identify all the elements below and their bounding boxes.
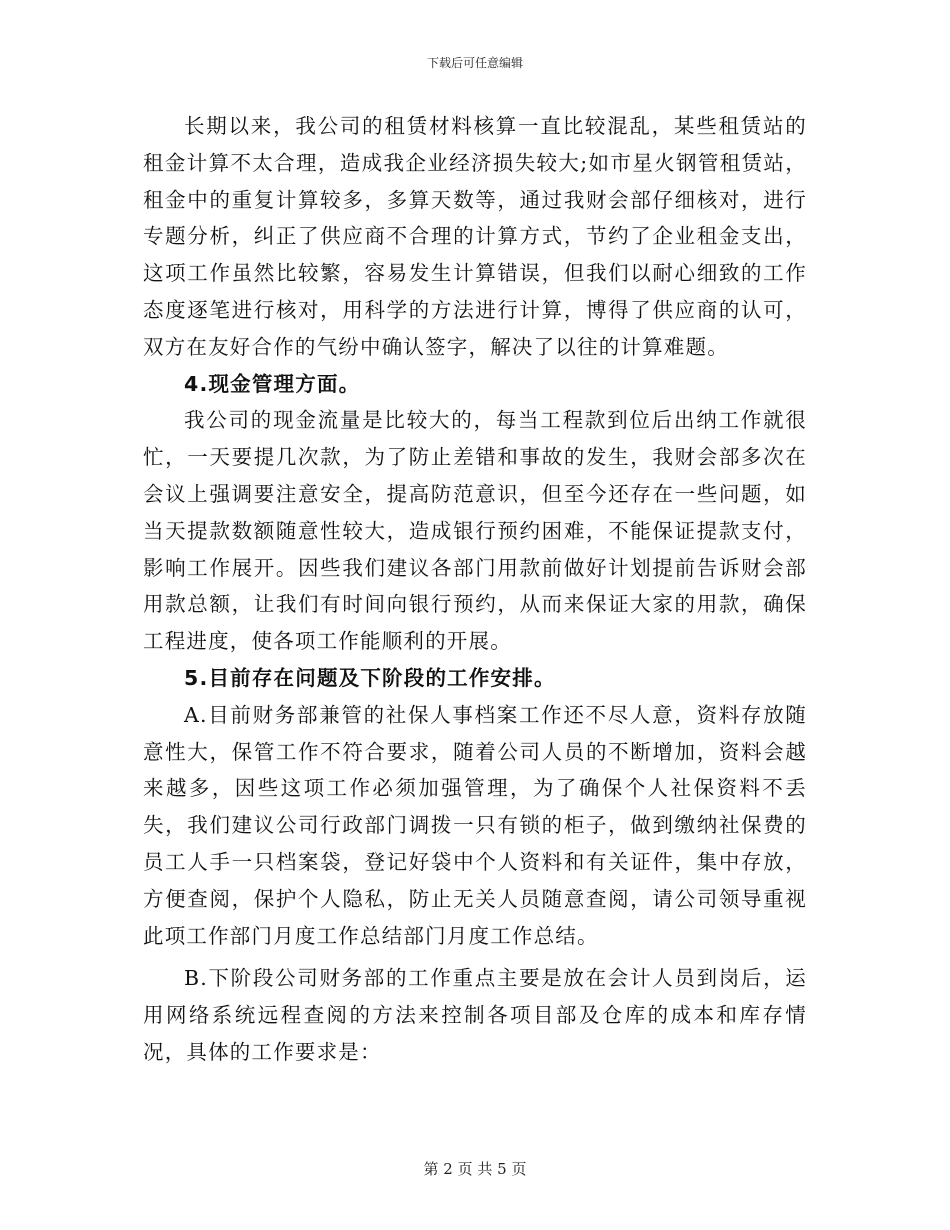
- section-heading-cash-management: 4.现金管理方面。: [184, 371, 361, 396]
- paragraph-cash-management: 我公司的现金流量是比较大的，每当工程款到位后出纳工作就很忙，一天要提几次款，为了防止差错和事故的发生，我财会部多次在会议上强调要注意安全，提高防范意识，但至今还存在一些问题，如当天提款数额随意性较大，造成银行预约困难，不能保证提款支付，影响工作展开。因些我们建议各部门用款前做好计划提前告诉财会部用款总额，让我们有时间向银行预约，从而来保证大家的用款，确保工程进度，使各项工作能顺利的开展。: [143, 408, 807, 654]
- page-footer: 第 2 页 共 5 页: [423, 1160, 527, 1178]
- paragraph-item-b: B.下阶段公司财务部的工作重点主要是放在会计人员到岗后，运用网络系统远程查阅的方法来控制各项目部及仓库的成本和库存情况，具体的工作要求是：: [143, 966, 807, 1064]
- page-header: 下载后可任意编辑: [426, 56, 523, 70]
- section-heading-issues-and-plan: 5.目前存在问题及下阶段的工作安排。: [184, 665, 556, 690]
- document-body: [143, 108, 807, 1071]
- paragraph-rental-accounting: 长期以来，我公司的租赁材料核算一直比较混乱，某些租赁站的租金计算不太合理，造成我企业经济损失较大;如市星火钢管租赁站，租金中的重复计算较多，多算天数等，通过我财会部仔细核对，进行专题分析，纠正了供应商不合理的计算方式，节约了企业租金支出，这项工作虽然比较繁，容易发生计算错误，但我们以耐心细致的工作态度逐笔进行核对，用科学的方法进行计算，博得了供应商的认可，双方在友好合作的气纷中确认签字，解决了以往的计算难题。: [143, 114, 807, 359]
- paragraph-item-a: A.目前财务部兼管的社保人事档案工作还不尽人意，资料存放随意性大，保管工作不符合要求，随着公司人员的不断增加，资料会越来越多，因些这项工作必须加强管理，为了确保个人社保资料不丢失，我们建议公司行政部门调拨一只有锁的柜子，做到缴纳社保费的员工人手一只档案袋，登记好袋中个人资料和有关证件，集中存放，方便查阅，保护个人隐私，防止无关人员随意查阅，请公司领导重视此项工作部门月度工作总结部门月度工作总结。: [143, 702, 807, 948]
